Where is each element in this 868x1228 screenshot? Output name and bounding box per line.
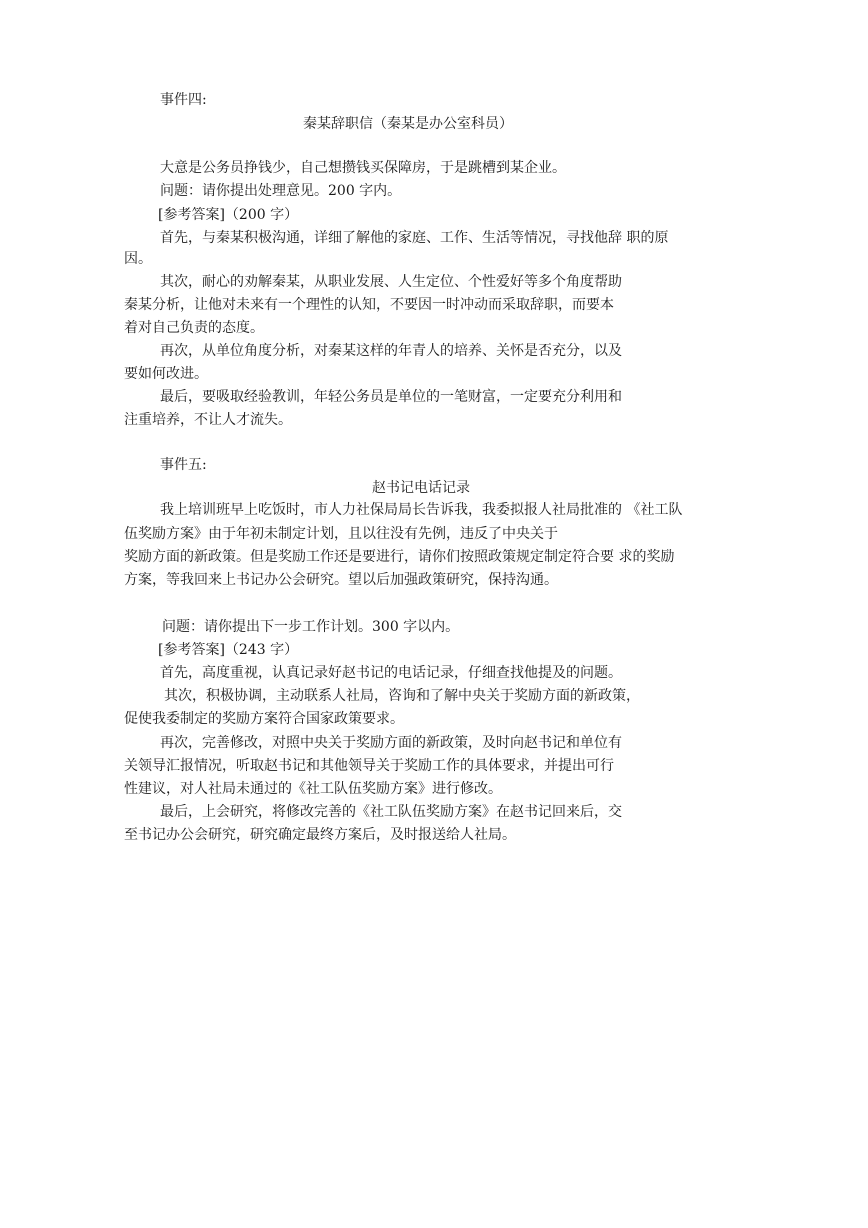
event5-question: 问题：请你提出下一步工作计划。300 字以内。 <box>162 619 460 635</box>
event4-answer-line: 其次，耐心的劝解秦某，从职业发展、人生定位、个性爱好等多个角度帮助 <box>160 274 622 290</box>
event5-answer-line: 最后，上会研究，将修改完善的《社工队伍奖励方案》在赵书记回来后，交 <box>160 804 622 820</box>
event4-question: 问题：请你提出处理意见。200 字内。 <box>160 183 402 199</box>
event4-answer-line: 注重培养，不让人才流失。 <box>124 412 292 428</box>
event5-record-line: 我上培训班早上吃饭时，市人力社保局局长告诉我，我委拟报人社局批准的 《社工队 <box>160 502 683 518</box>
event5-record-line: 方案，等我回来上书记办公会研究。望以后加强政策研究，保持沟通。 <box>124 572 558 588</box>
event5-title: 赵书记电话记录 <box>372 480 470 496</box>
event5-heading: 事件五: <box>160 457 207 473</box>
event4-answer-line: 首先，与秦某积极沟通，详细了解他的家庭、工作、生活等情况，寻找他辞 职的原 <box>160 230 669 246</box>
event5-answer-line: 其次，积极协调，主动联系人社局，咨询和了解中央关于奖励方面的新政策， <box>164 688 640 704</box>
event5-answer-label: [参考答案]（243 字） <box>158 642 299 658</box>
event5-answer-line: 首先，高度重视，认真记录好赵书记的电话记录，仔细查找他提及的问题。 <box>160 665 622 681</box>
event5-answer-line: 至书记办公会研究，研究确定最终方案后，及时报送给人社局。 <box>124 827 516 843</box>
event4-answer-label: [参考答案]（200 字） <box>158 207 299 223</box>
event5-answer-line: 关领导汇报情况，听取赵书记和其他领导关于奖励工作的具体要求，并提出可行 <box>124 758 614 774</box>
event4-answer-line: 因。 <box>124 251 152 267</box>
event4-answer-line: 再次，从单位角度分析，对秦某这样的年青人的培养、关怀是否充分，以及 <box>160 343 622 359</box>
event4-intro: 大意是公务员挣钱少，自己想攒钱买保障房，于是跳槽到某企业。 <box>160 160 566 176</box>
event4-answer-line: 最后，要吸取经验教训，年轻公务员是单位的一笔财富，一定要充分利用和 <box>160 389 622 405</box>
event5-record-line: 奖励方面的新政策。但是奖励工作还是要进行，请你们按照政策规定制定符合要 求的奖励 <box>124 549 675 565</box>
event4-title: 秦某辞职信（秦某是办公室科员） <box>303 116 513 132</box>
event4-answer-line: 秦某分析，让他对未来有一个理性的认知，不要因一时冲动而采取辞职，而要本 <box>124 297 614 313</box>
event4-answer-line: 要如何改进。 <box>124 366 208 382</box>
event4-heading: 事件四: <box>160 92 207 108</box>
event5-answer-line: 再次，完善修改，对照中央关于奖励方面的新政策，及时向赵书记和单位有 <box>160 735 622 751</box>
event5-answer-line: 促使我委制定的奖励方案符合国家政策要求。 <box>124 711 404 727</box>
event4-answer-line: 着对自己负责的态度。 <box>124 320 264 336</box>
event5-answer-line: 性建议，对人社局未通过的《社工队伍奖励方案》进行修改。 <box>124 781 502 797</box>
event5-record-line: 伍奖励方案》由于年初未制定计划，且以往没有先例，违反了中央关于 <box>124 526 558 542</box>
